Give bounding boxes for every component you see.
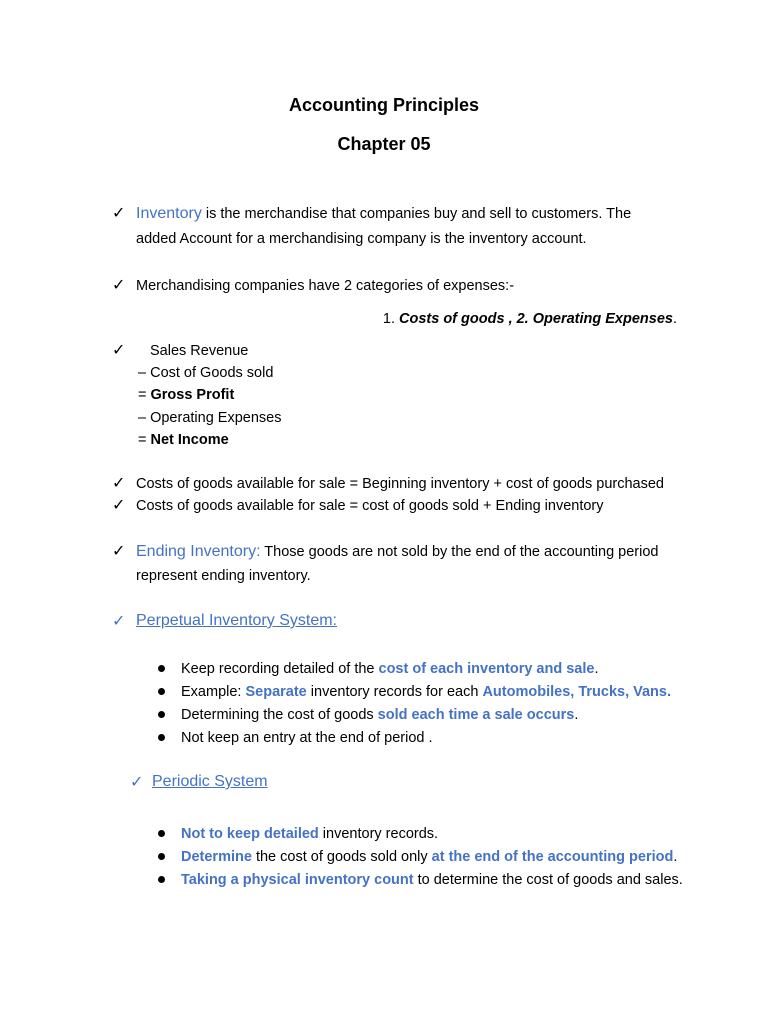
check-icon: ✓ <box>112 342 126 359</box>
operating-expenses: – Operating Expenses <box>138 410 282 426</box>
ending-inventory-line2: represent ending inventory. <box>136 568 311 584</box>
bullet-icon <box>158 734 165 741</box>
perpetual-bullet-3: Determining the cost of goods sold each time a sale occurs. <box>181 707 579 723</box>
bullet-icon <box>158 665 165 672</box>
gross-profit: = Gross Profit <box>138 387 235 403</box>
periodic-bullet-1: Not to keep detailed inventory records. <box>181 826 439 842</box>
bullet-icon <box>158 711 165 718</box>
bullet-icon <box>158 830 165 837</box>
perpetual-bullet-2: Example: Separate inventory records for each Automobiles, Trucks, Vans. <box>181 684 672 700</box>
bullet-icon <box>158 853 165 860</box>
periodic-heading: Periodic System <box>152 773 268 790</box>
bullet-icon <box>158 876 165 883</box>
perpetual-bullet-1: Keep recording detailed of the cost of each inventory and sale. <box>181 661 599 677</box>
check-icon: ✓ <box>112 475 126 492</box>
expense-categories: 1. Costs of goods , 2. Operating Expenses. <box>382 311 677 327</box>
check-icon: ✓ <box>112 613 126 630</box>
perpetual-bullet-4: Not keep an entry at the end of period . <box>181 730 433 746</box>
expenses-text: Merchandising companies have 2 categories of expenses:- <box>136 278 515 294</box>
inventory-definition-line2: added Account for a merchandising company is the inventory account. <box>136 231 587 247</box>
inventory-term: Inventory <box>136 205 202 222</box>
chapter-title: Chapter 05 <box>337 134 431 154</box>
check-icon: ✓ <box>112 497 126 514</box>
formula-1: Costs of goods available for sale = Beginning inventory + cost of goods purchased <box>136 476 664 492</box>
page-title: Accounting Principles <box>288 95 480 115</box>
check-icon: ✓ <box>112 277 126 294</box>
formula-2: Costs of goods available for sale = cost of goods sold + Ending inventory <box>136 498 604 514</box>
sales-revenue: Sales Revenue <box>150 343 249 359</box>
inventory-definition: Inventory is the merchandise that companies buy and sell to customers. The <box>136 205 632 222</box>
perpetual-heading: Perpetual Inventory System: <box>136 612 337 629</box>
bullet-icon <box>158 688 165 695</box>
check-icon: ✓ <box>130 774 144 791</box>
periodic-bullet-2: Determine the cost of goods sold only at the end of the accounting period. <box>181 849 678 865</box>
net-income: = Net Income <box>138 432 229 448</box>
check-icon: ✓ <box>112 543 126 560</box>
periodic-bullet-3: Taking a physical inventory count to determine the cost of goods and sales. <box>181 872 683 888</box>
cost-of-goods-sold: – Cost of Goods sold <box>138 365 274 381</box>
ending-inventory-definition: Ending Inventory: Those goods are not sold by the end of the accounting period <box>136 543 659 560</box>
check-icon: ✓ <box>112 205 126 222</box>
ending-inventory-term: Ending Inventory: <box>136 543 261 560</box>
